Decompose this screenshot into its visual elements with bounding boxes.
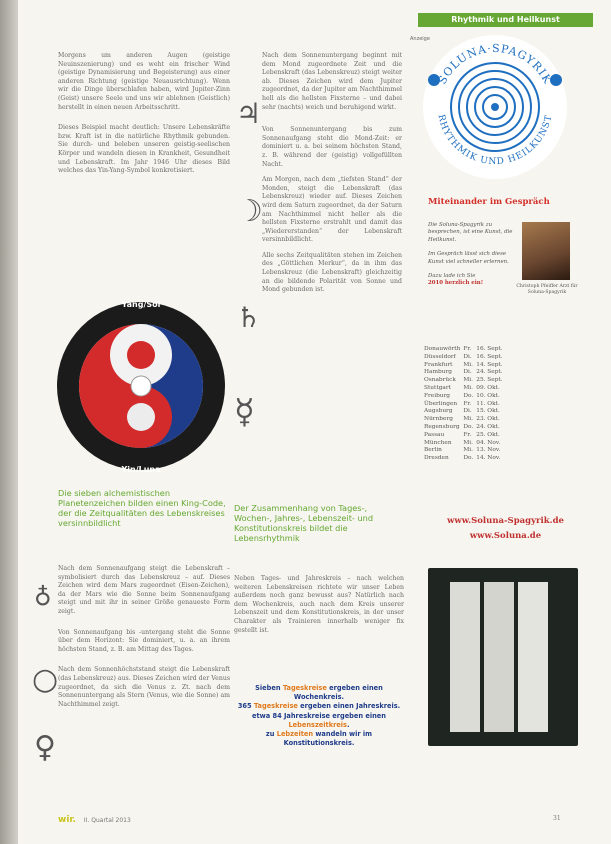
emph-line-3: etwa 84 Jahreskreise ergeben einen Lebenszeitkreis. bbox=[252, 711, 386, 729]
intro-line-1: Die Soluna-Spagyrik zu besprechen, ist eine Kunst, die Heilkunst. bbox=[428, 222, 513, 243]
intro-line-2: Im Gespräch lässt sich diese Kunst viel schneller erlernen. bbox=[428, 251, 509, 265]
date-row bbox=[424, 416, 506, 424]
date-city: Stuttgart bbox=[424, 384, 451, 391]
section-header: Rhythmik und Heilkunst bbox=[418, 13, 593, 27]
date-city: München bbox=[424, 439, 452, 446]
left-paragraph-2: Dieses Beispiel macht deutlich: Unsere Lebenskräfte bzw. Kraft ist in die natürliche Rhythmik gebunden. Sie durch- und beleben unseren geistig-seelischen Körper und wandeln diesen in Krankheit, Gesundheit und Lebenskraft. Im Jahr 1946 Uhr dieses Bild welches das Yin-Yang-Symbol konkretisiert. bbox=[58, 124, 230, 175]
sun-circle-glyph: ○ bbox=[32, 662, 59, 697]
date-row bbox=[424, 440, 506, 448]
date-row bbox=[424, 455, 506, 463]
left-paragraph-3: Nach dem Sonnenaufgang steigt die Lebenskraft – symbolisiert durch das Lebenskreuz – auf. Dieses Zeichen wird dem Mars zugeordnet (Eisen-Zeichen), da der Mars wie die Sonne beim Sonnenaufgang steigt und mit ihr in seiner Größe genaueste Form zeigt. bbox=[58, 565, 230, 615]
issue-label: II. Quartal 2013 bbox=[83, 817, 131, 824]
middle-paragraph-4: Alle sechs Zeitqualitäten stehen im Zeichen des „Göttlichen Merkur“, da in ihm das Lebenskreuz (die Lebenskraft) gleichzeitig an die bildende Polarität von Sonne und Mond gebunden ist. bbox=[262, 251, 402, 294]
emph-line-2: 365 Tageskreise ergeben einen Jahreskreis. bbox=[237, 702, 401, 711]
date-weekday: Mi. bbox=[463, 377, 473, 384]
middle-paragraph-2: Von Sonnenuntergang bis zum Sonnenaufgang steht die Mond-Zeit: er dominiert u. a. bei seinem höchsten Stand, z. B. während der (geistig) vollgefüllten Nacht. bbox=[262, 126, 402, 168]
left-column bbox=[58, 52, 230, 183]
date-city: Regensburg bbox=[424, 423, 460, 430]
date-weekday: Fr. bbox=[463, 346, 472, 352]
date-day: 13. Nov. bbox=[476, 447, 501, 454]
soluna-seal bbox=[420, 32, 570, 182]
date-row bbox=[424, 401, 506, 409]
date-city: Dresden bbox=[424, 455, 449, 462]
left-heading: Die sieben alchemistischen Planetenzeichen bilden einen King-Code, der die Zeitqualitäten des Lebenskreises versinnbildlicht bbox=[58, 488, 226, 528]
date-day: 10. Okt. bbox=[476, 392, 500, 399]
link-soluna[interactable]: www.Soluna.de bbox=[469, 531, 542, 541]
date-city: Hamburg bbox=[424, 369, 452, 376]
date-city: Überlingen bbox=[424, 400, 458, 407]
yin-dot bbox=[127, 403, 155, 431]
date-day: 14. Nov. bbox=[476, 455, 501, 462]
photo-caption: Christoph Pfeiffer Arzt für Soluna-Spagyrik bbox=[516, 284, 578, 295]
product-image bbox=[428, 568, 578, 746]
date-weekday: Mi. bbox=[463, 439, 473, 446]
page-footer bbox=[58, 815, 131, 825]
middle-heading: Der Zusammenhang von Tages-, Wochen-, Jahres-, Lebenszeit- und Konstitutionskreis bildet die Lebensrhythmik bbox=[234, 503, 374, 543]
date-city: Passau bbox=[424, 431, 445, 438]
link-soluna-spagyrik[interactable]: www.Soluna-Spagyrik.de bbox=[447, 516, 564, 526]
date-day: 25. Sept. bbox=[476, 377, 503, 384]
date-day: 24. Okt. bbox=[476, 423, 500, 430]
date-weekday: Mi. bbox=[463, 361, 473, 368]
product-box-2 bbox=[484, 582, 514, 732]
date-row bbox=[424, 346, 506, 354]
ad-label: Anzeige bbox=[410, 36, 430, 42]
page-fold-shadow bbox=[0, 0, 18, 844]
date-row bbox=[424, 385, 506, 393]
date-city: Osnabrück bbox=[424, 377, 456, 384]
intro-line-3: Dazu lade ich Sie 2010 herzlich ein! bbox=[428, 273, 484, 287]
yang-label: Yang/Sol bbox=[121, 300, 161, 309]
date-day: 14. Sept. bbox=[476, 361, 503, 368]
date-city: Nürnberg bbox=[424, 416, 453, 423]
date-weekday: Di. bbox=[463, 408, 472, 415]
left-paragraph-1: Morgens um anderen Augen (geistige Neuinszenierung) und es weht ein frischer Wind (geistige Dynamisierung und Begeisterung) aus einer anderen Richtung (geistige Neuausrichtung). Wenn wir die Dinge überschlafen haben, wird Jupiter-Zinn (Geist) unsere Seele und uns wir ablehnen (Geistlich) herstellt in einen neuen Arbeitsschritt. bbox=[58, 52, 230, 111]
left-paragraph-5: Nach dem Sonnenhöchststand steigt die Lebenskraft (das Lebenskreuz) aus. Dieses Zeichen wird der Venus zugeordnet, da sich die Venus z. Zt. nach dem Sonnenuntergang als Stern (Venus, wie die Sonne) am Nachthimmel zeigt. bbox=[58, 666, 230, 708]
date-city: Freiburg bbox=[424, 392, 451, 399]
mars-earth-glyph: ♁ bbox=[34, 583, 52, 611]
date-city: Donauwörth bbox=[424, 346, 461, 352]
product-box-1 bbox=[450, 582, 480, 732]
seal-center bbox=[491, 103, 499, 111]
date-day: 25. Okt. bbox=[476, 431, 500, 438]
date-weekday: Fr. bbox=[463, 400, 472, 407]
date-weekday: Do. bbox=[463, 392, 474, 399]
event-dates-table bbox=[424, 346, 506, 463]
center-circle bbox=[131, 376, 151, 396]
yin-yang-diagram bbox=[56, 294, 226, 476]
date-row bbox=[424, 447, 506, 455]
date-row bbox=[424, 362, 506, 370]
saturn-glyph: ♄ bbox=[236, 301, 262, 334]
date-day: 23. Okt. bbox=[476, 416, 500, 423]
date-row bbox=[424, 432, 506, 440]
date-weekday: Do. bbox=[463, 423, 474, 430]
date-row bbox=[424, 377, 506, 385]
yang-dot bbox=[127, 341, 155, 369]
date-day: 15. Okt. bbox=[476, 408, 500, 415]
date-row bbox=[424, 369, 506, 377]
middle-paragraph-3: Am Morgen, nach dem „tiefsten Stand“ der Monden, steigt die Lebenskraft (das Lebenskreuz) wieder auf. Dieses Zeichen wird dem Saturn zugeordnet, da der Saturn am Nachthimmel nicht heller als die hellsten Fixsterne erstrahlt und damit das „Wiedererstanden“ der Lebenskraft versinnbildlicht. bbox=[262, 176, 402, 244]
product-box-3 bbox=[518, 582, 548, 732]
date-row bbox=[424, 408, 506, 416]
date-weekday: Di. bbox=[463, 369, 472, 376]
middle-emphasis-block bbox=[234, 684, 404, 748]
right-section-title: Miteinander im Gespräch bbox=[428, 197, 550, 207]
date-day: 24. Sept. bbox=[476, 369, 503, 376]
date-city: Frankfurt bbox=[424, 361, 453, 368]
date-day: 09. Okt. bbox=[476, 384, 500, 391]
mercury-glyph: ☿ bbox=[234, 392, 255, 432]
seal-top-text: SOLUNA·SPAGYRIK bbox=[435, 41, 555, 87]
date-row bbox=[424, 393, 506, 401]
date-day: 16. Sept. bbox=[476, 346, 503, 352]
jupiter-glyph: ♃ bbox=[236, 97, 262, 130]
date-city: Berlin bbox=[424, 447, 442, 454]
moon-glyph: ☽ bbox=[236, 194, 263, 229]
date-weekday: Do. bbox=[463, 455, 474, 462]
middle-lower-paragraph: Neben Tages- und Jahreskreis – nach welchen weiteren Lebenskreisen richtete wir unser Leben außerdem noch ganz bewusst aus? Natürlich nach dem Wochenkreis, auch nach dem Kreis unserer Lebenszeit und dem Konstitutionskreis, in der unser Charakter als Trainieren innerhalb weniger fix gestellt ist. bbox=[234, 575, 404, 634]
date-city: Düsseldorf bbox=[424, 353, 456, 360]
magazine-logo: wir. bbox=[58, 815, 76, 825]
left-lower-column bbox=[58, 565, 230, 716]
date-weekday: Di. bbox=[463, 353, 472, 360]
right-intro bbox=[428, 222, 514, 295]
yin-label: Yin/Luna bbox=[121, 465, 161, 474]
date-row bbox=[424, 354, 506, 362]
date-city: Augsburg bbox=[424, 408, 453, 415]
emph-line-4: zu Lebzeiten wandeln wir im Konstitutionskreis. bbox=[265, 730, 373, 748]
seal-bottom-text: RHYTHMIK UND HEILKUNST bbox=[435, 113, 555, 168]
date-weekday: Mi. bbox=[463, 416, 473, 423]
date-weekday: Mi. bbox=[463, 384, 473, 391]
author-photo bbox=[522, 222, 570, 280]
venus-glyph: ♀ bbox=[34, 730, 56, 765]
left-paragraph-4: Von Sonnenaufgang bis -untergang steht die Sonne über dem Horizont: Sie dominiert, u. a. an ihrem höchsten Stand, z. B. am Mittag des Tages. bbox=[58, 628, 230, 653]
date-weekday: Fr. bbox=[463, 431, 472, 438]
date-day: 11. Okt. bbox=[476, 400, 500, 407]
emph-line-1: Sieben Tageskreise ergeben einen Wochenkreis. bbox=[255, 684, 383, 702]
date-day: 04. Nov. bbox=[476, 439, 501, 446]
middle-column bbox=[262, 52, 402, 302]
middle-paragraph-1: Nach dem Sonnenuntergang beginnt mit dem Mond zugeordnete Zeit und die Lebenskraft (das Lebenskreuz) steigt weiter ab. Dieses Zeichen wird dem Jupiter zugeordnet, da der Jupiter am Nachthimmel hell als die hellsten Fixsterne – und dabei sehr (nachts) weich und beruhigend wirkt. bbox=[262, 52, 402, 111]
date-day: 16. Sept. bbox=[476, 353, 503, 360]
page-number: 31 bbox=[553, 815, 561, 822]
date-row bbox=[424, 424, 506, 432]
date-weekday: Mi. bbox=[463, 447, 473, 454]
